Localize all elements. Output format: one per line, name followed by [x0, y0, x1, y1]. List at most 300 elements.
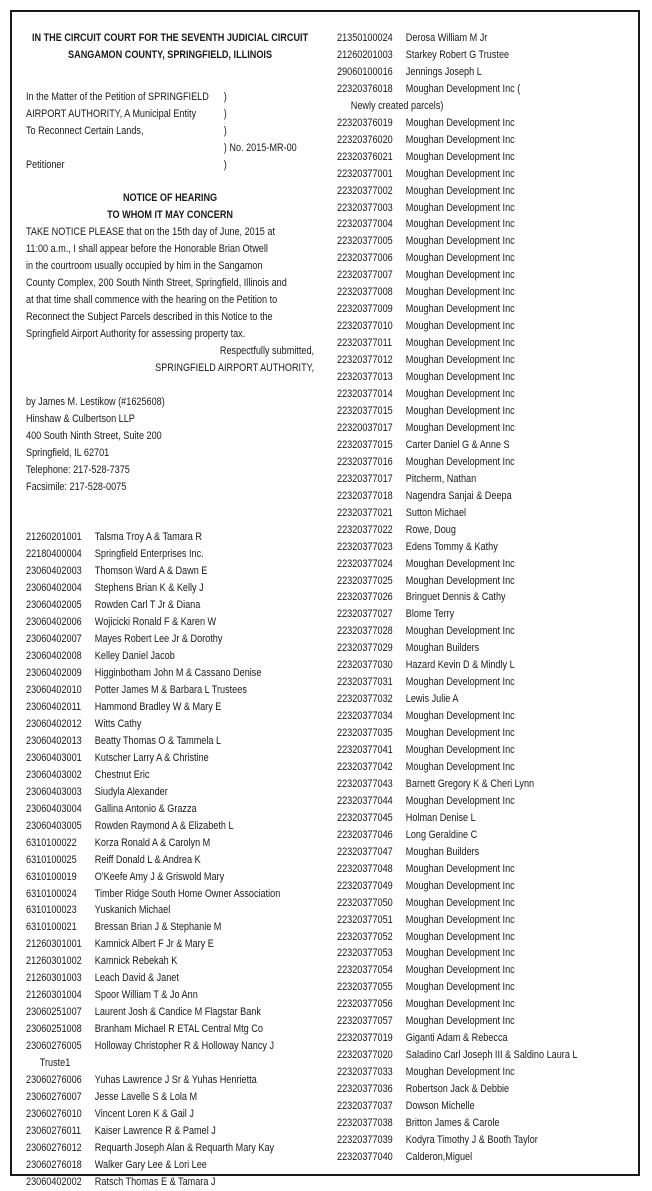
caption-text: AIRPORT AUTHORITY, A Municipal Entity [26, 107, 197, 120]
parcel-id: 22180400004 [26, 548, 82, 561]
parcel-id: 22320377001 [337, 167, 393, 180]
court-heading-line2: SANGAMON COUNTY, SPRINGFIELD, ILLINOIS [68, 48, 273, 61]
parcel-row [26, 1123, 341, 1140]
parcel-row [26, 1174, 341, 1191]
parcel-row [337, 674, 652, 691]
parcel-id: 23060276007 [26, 1090, 82, 1103]
attorney-line: Hinshaw & Culbertson LLP [26, 412, 135, 425]
parcel-row [337, 640, 652, 657]
parcel-row [26, 597, 341, 614]
parcel-owner: Moughan Development Inc [405, 133, 515, 146]
parcel-row [337, 742, 652, 759]
parcel-id: 22320377008 [337, 286, 393, 299]
parcel-id: 21260201001 [26, 531, 82, 544]
parcel-owner: Moughan Development Inc [405, 574, 515, 587]
parcel-owner: Vincent Loren K & Gail J [94, 1107, 194, 1120]
parcel-owner: Kaiser Lawrence R & Pamel J [94, 1124, 216, 1137]
parcel-id: 23060402003 [26, 565, 82, 578]
parcel-id: 22320377025 [337, 574, 393, 587]
notice-body-line: County Complex, 200 South Ninth Street, Springfield, Illinois and [26, 277, 287, 290]
parcel-id: 21260301003 [26, 972, 82, 985]
parcel-owner: Potter James M & Barbara L Trustees [94, 684, 247, 697]
parcel-owner: Timber Ridge South Home Owner Association [94, 887, 281, 900]
parcel-id: 22320377051 [337, 913, 393, 926]
parcel-row [337, 979, 652, 996]
parcel-row [337, 47, 652, 64]
parcel-id: 6310100019 [26, 870, 77, 883]
parcel-id: 21260301004 [26, 989, 82, 1002]
parcel-id: 22320377031 [337, 676, 393, 689]
parcel-row [337, 301, 652, 318]
caption-line [26, 157, 341, 174]
parcel-owner: Ratsch Thomas E & Tamara J [94, 1175, 216, 1188]
parcel-owner: Spoor William T & Jo Ann [94, 989, 198, 1002]
parcel-row [337, 132, 652, 149]
parcel-owner: Stephens Brian K & Kelly J [94, 582, 204, 595]
parcel-owner: Moughan Development Inc [405, 337, 515, 350]
parcel-row [26, 784, 341, 801]
parcel-row [337, 827, 652, 844]
parcel-id: 22320377045 [337, 811, 393, 824]
parcel-owner: Moughan Development Inc [405, 727, 515, 740]
parcel-id: 22320376021 [337, 150, 393, 163]
parcel-owner: Blome Terry [405, 608, 455, 621]
parcel-row [26, 1004, 341, 1021]
parcel-owner: Talsma Troy A & Tamara R [94, 531, 202, 544]
parcel-id: 23060402005 [26, 599, 82, 612]
parcel-row [26, 970, 341, 987]
right-column [337, 30, 652, 1166]
parcel-id: 22320377024 [337, 557, 393, 570]
caption-text: To Reconnect Certain Lands, [26, 124, 144, 137]
parcel-id: 6310100024 [26, 887, 77, 900]
caption-paren: ) [223, 107, 227, 120]
parcel-owner: Kamnick Albert F Jr & Mary E [94, 938, 214, 951]
parcel-row [26, 750, 341, 767]
parcel-id: 6310100021 [26, 921, 77, 934]
notice-frame [10, 10, 640, 1188]
parcel-id: 22320377041 [337, 744, 393, 757]
parcel-row [337, 81, 652, 98]
parcel-row [337, 861, 652, 878]
caption-line [26, 123, 341, 140]
parcel-id: 23060276010 [26, 1107, 82, 1120]
parcel-row [26, 767, 341, 784]
parcel-row [337, 606, 652, 623]
parcel-id: 22320377020 [337, 1049, 393, 1062]
parcel-row [26, 1038, 341, 1055]
parcel-row [337, 386, 652, 403]
parcel-row [26, 1106, 341, 1123]
parcel-row [337, 403, 652, 420]
parcel-row [26, 699, 341, 716]
parcel-id: 22320377033 [337, 1066, 393, 1079]
parcel-id: 22320377011 [337, 337, 393, 350]
parcel-row [337, 471, 652, 488]
parcel-id: 23060402006 [26, 616, 82, 629]
parcel-id: 21350100024 [337, 32, 393, 44]
parcel-owner: Moughan Development Inc [405, 879, 515, 892]
parcel-owner: Moughan Development Inc [405, 184, 515, 197]
parcel-owner: Siudyla Alexander [94, 785, 168, 798]
parcel-row [337, 573, 652, 590]
parcel-id: 22320377023 [337, 540, 393, 553]
parcel-id: 22320377030 [337, 659, 393, 672]
parcel-row [337, 166, 652, 183]
parcel-id: 22320377029 [337, 642, 393, 655]
parcel-owner: Pitcherm, Nathan [405, 472, 477, 485]
parcel-id: 23060276011 [26, 1124, 82, 1137]
parcel-id: 22320377005 [337, 235, 393, 248]
caption-line [26, 140, 341, 157]
parcel-owner: Moughan Development Inc [405, 269, 515, 282]
parcel-row [26, 648, 341, 665]
parcel-id: 22320377012 [337, 354, 393, 367]
parcel-id: 22320377056 [337, 998, 393, 1011]
parcel-id: 29060100016 [337, 65, 393, 78]
parcel-owner: Bressan Brian J & Stephanie M [94, 921, 222, 934]
parcel-row [337, 267, 652, 284]
parcel-owner: Britton James & Carole [405, 1117, 500, 1129]
parcel-owner: Sutton Michael [405, 506, 467, 519]
parcel-row [26, 987, 341, 1004]
parcel-owner: Moughan Development Inc [405, 557, 515, 570]
parcel-owner-continued: Newly created parcels) [350, 99, 444, 112]
parcel-owner: Moughan Development Inc [405, 964, 515, 977]
parcel-owner: Saladino Carl Joseph III & Saldino Laura L [405, 1049, 578, 1062]
parcel-id: 22320377027 [337, 608, 393, 621]
parcel-row [26, 919, 341, 936]
parcel-id: 22320377015 [337, 438, 393, 451]
parcel-owner: Jesse Lavelle S & Lola M [94, 1090, 198, 1103]
parcel-owner: Moughan Development Inc [405, 760, 515, 773]
parcel-row [337, 1047, 652, 1064]
caption-line [26, 89, 341, 106]
parcel-owner: Yuskanich Michael [94, 904, 171, 917]
parcel-owner: Mayes Robert Lee Jr & Dorothy [94, 633, 223, 646]
parcel-id: 22320377015 [337, 404, 393, 417]
court-heading-line1: IN THE CIRCUIT COURT FOR THE SEVENTH JUDICIAL CIRCUIT [31, 32, 309, 44]
parcel-row [337, 1098, 652, 1115]
parcel-owner: Dowson Michelle [405, 1100, 475, 1113]
parcel-owner: Hazard Kevin D & Mindly L [405, 659, 515, 672]
parcel-row [337, 420, 652, 437]
parcel-id: 6310100023 [26, 904, 77, 917]
parcel-owner: Moughan Development Inc [405, 913, 515, 926]
notice-body-line: Springfield Airport Authority for assessing property tax. [26, 328, 246, 341]
parcel-row [337, 318, 652, 335]
left-column [26, 30, 341, 1191]
parcel-id: 23060402012 [26, 717, 82, 730]
parcel-id: 6310100022 [26, 836, 77, 849]
parcel-id: 22320376018 [337, 82, 393, 95]
parcel-row [337, 437, 652, 454]
parcel-row [337, 369, 652, 386]
parcel-owner: Moughan Development Inc [405, 303, 515, 316]
parcel-owner: Reiff Donald L & Andrea K [94, 853, 201, 866]
parcel-id: 22320377010 [337, 320, 393, 333]
parcel-row [337, 725, 652, 742]
parcel-row [337, 522, 652, 539]
parcel-list-right [337, 30, 652, 1166]
parcel-owner: Higginbotham John M & Cassano Denise [94, 667, 262, 680]
caption-text: In the Matter of the Petition of SPRINGFIELD [26, 90, 209, 103]
notice-body [26, 224, 341, 343]
parcel-owner: Moughan Development Inc [405, 794, 515, 807]
parcel-row [337, 539, 652, 556]
parcel-id: 22320377052 [337, 930, 393, 943]
parcel-id: 22320377048 [337, 862, 393, 875]
parcel-owner: Beatty Thomas O & Tammela L [94, 734, 222, 747]
parcel-row [337, 589, 652, 606]
parcel-owner: Jennings Joseph L [405, 65, 482, 78]
parcel-owner: Moughan Builders [405, 642, 480, 655]
parcel-owner: Leach David & Janet [94, 972, 179, 985]
parcel-owner: Moughan Development Inc [405, 981, 515, 994]
parcel-row [26, 682, 341, 699]
caption-paren: ) [223, 124, 227, 137]
parcel-id: 22320377038 [337, 1117, 393, 1129]
parcel-owner: Moughan Development Inc [405, 218, 515, 231]
parcel-owner: Witts Cathy [94, 717, 142, 730]
parcel-owner: Branham Michael R ETAL Central Mtg Co [94, 1023, 263, 1036]
parcel-row [337, 505, 652, 522]
parcel-row [337, 149, 652, 166]
attorney-line: Springfield, IL 62701 [26, 446, 110, 459]
parcel-owner: Thomson Ward A & Dawn E [94, 565, 208, 578]
parcel-id: 23060402010 [26, 684, 82, 697]
parcel-owner: Rowe, Doug [405, 523, 456, 536]
parcel-id: 22320377049 [337, 879, 393, 892]
parcel-id: 22320377037 [337, 1100, 393, 1113]
parcel-row [337, 1081, 652, 1098]
parcel-id: 23060276005 [26, 1040, 82, 1053]
parcel-id: 22320377003 [337, 201, 393, 214]
parcel-id: 22320377043 [337, 777, 393, 790]
parcel-id: 22320377009 [337, 303, 393, 316]
parcel-row [26, 665, 341, 682]
parcel-owner: Wojicicki Ronald F & Karen W [94, 616, 217, 629]
parcel-owner: Hammond Bradley W & Mary E [94, 701, 222, 714]
parcel-row [337, 708, 652, 725]
parcel-row [337, 183, 652, 200]
parcel-owner: Derosa William M Jr [405, 32, 488, 44]
parcel-owner: Calderon,Miguel [405, 1150, 473, 1163]
parcel-row [337, 64, 652, 81]
parcel-owner: Moughan Development Inc [405, 710, 515, 723]
parcel-id: 22320377014 [337, 388, 393, 401]
parcel-owner: Moughan Development Inc [405, 388, 515, 401]
case-number: ) No. 2015-MR-00 [223, 141, 297, 154]
parcel-owner: Holloway Christopher R & Holloway Nancy J [94, 1040, 275, 1053]
parcel-owner: Moughan Development Inc [405, 404, 515, 417]
parcel-id: 22320376019 [337, 116, 393, 129]
parcel-row [26, 1140, 341, 1157]
parcel-owner: Kodyra Timothy J & Booth Taylor [405, 1133, 538, 1146]
parcel-row [26, 716, 341, 733]
parcel-owner: Moughan Development Inc [405, 744, 515, 757]
closing-authority: SPRINGFIELD AIRPORT AUTHORITY, [155, 362, 315, 374]
parcel-row [337, 844, 652, 861]
parcel-id: 22320377016 [337, 455, 393, 468]
parcel-owner: Springfield Enterprises Inc. [94, 548, 204, 561]
parcel-owner: Long Geraldine C [405, 828, 478, 841]
parcel-row [337, 691, 652, 708]
parcel-row [26, 886, 341, 903]
parcel-owner: Bringuet Dennis & Cathy [405, 591, 506, 604]
notice-body-line: at that time shall commence with the hearing on the Petition to [26, 294, 278, 307]
parcel-id: 23060251008 [26, 1023, 82, 1036]
parcel-row [337, 1115, 652, 1132]
parcel-owner: Moughan Development Inc ( [405, 82, 521, 95]
parcel-owner: Lewis Julie A [405, 693, 459, 706]
parcel-row [337, 1013, 652, 1030]
parcel-owner: Chestnut Eric [94, 768, 150, 781]
parcel-owner: Carter Daniel G & Anne S [405, 438, 510, 451]
parcel-owner: Kamnick Rebekah K [94, 955, 178, 968]
parcel-row [337, 929, 652, 946]
parcel-row [337, 233, 652, 250]
parcel-owner: Walker Gary Lee & Lori Lee [94, 1158, 207, 1171]
parcel-row [337, 1064, 652, 1081]
parcel-id: 22320377034 [337, 710, 393, 723]
parcel-id: 23060402007 [26, 633, 82, 646]
parcel-row [26, 1157, 341, 1174]
parcel-id: 23060403002 [26, 768, 82, 781]
parcel-owner: Moughan Development Inc [405, 930, 515, 943]
parcel-owner: Moughan Development Inc [405, 116, 515, 129]
attorney-line: by James M. Lestikow (#1625608) [26, 395, 165, 408]
parcel-row [26, 818, 341, 835]
parcel-row [337, 657, 652, 674]
parcel-row [337, 335, 652, 352]
parcel-id: 23060403005 [26, 819, 82, 832]
parcel-id: 22320377006 [337, 252, 393, 265]
parcel-id: 22320037017 [337, 421, 393, 434]
parcel-id: 23060402004 [26, 582, 82, 595]
parcel-owner: Giganti Adam & Rebecca [405, 1032, 508, 1045]
parcel-row [337, 793, 652, 810]
parcel-row [337, 759, 652, 776]
parcel-owner: Moughan Development Inc [405, 1015, 515, 1028]
parcel-row [337, 996, 652, 1013]
caption-paren: ) [223, 158, 227, 171]
parcel-row [337, 810, 652, 827]
parcel-owner: Holman Denise L [405, 811, 476, 824]
caption-paren: ) [223, 90, 227, 103]
parcel-id: 22320377018 [337, 489, 393, 502]
parcel-owner: Gallina Antonio & Grazza [94, 802, 197, 815]
parcel-owner: Kelley Daniel Jacob [94, 650, 175, 663]
parcel-row [26, 631, 341, 648]
parcel-id: 23060276006 [26, 1073, 82, 1086]
parcel-id: 22320377040 [337, 1150, 393, 1163]
parcel-row [26, 546, 341, 563]
parcel-id: 23060276018 [26, 1158, 82, 1171]
attorney-line: Telephone: 217-528-7375 [26, 463, 130, 476]
notice-body-line: 11:00 a.m., I shall appear before the Honorable Brian Otwell [26, 243, 268, 256]
parcel-id: 22320377039 [337, 1133, 393, 1146]
parcel-row [337, 250, 652, 267]
parcel-row [26, 953, 341, 970]
parcel-id: 23060403001 [26, 751, 82, 764]
parcel-row [26, 563, 341, 580]
parcel-owner: Moughan Development Inc [405, 371, 515, 384]
parcel-owner: Nagendra Sanjai & Deepa [405, 489, 512, 502]
parcel-id: 22320377035 [337, 727, 393, 740]
parcel-owner: Moughan Development Inc [405, 998, 515, 1011]
parcel-row [337, 454, 652, 471]
parcel-id: 22320377032 [337, 693, 393, 706]
attorney-line: Facsimile: 217-528-0075 [26, 480, 127, 493]
parcel-list-left [26, 529, 341, 1190]
parcel-id: 6310100025 [26, 853, 77, 866]
parcel-owner: Moughan Development Inc [405, 455, 515, 468]
parcel-id: 22320377047 [337, 845, 393, 858]
parcel-id: 22320377054 [337, 964, 393, 977]
parcel-id: 23060402008 [26, 650, 82, 663]
parcel-owner: Moughan Development Inc [405, 1066, 515, 1079]
parcel-row [26, 902, 341, 919]
parcel-owner: Moughan Development Inc [405, 676, 515, 689]
attorney-block [26, 394, 341, 496]
parcel-owner: Starkey Robert G Trustee [405, 48, 510, 61]
parcel-row [337, 284, 652, 301]
parcel-id: 22320377050 [337, 896, 393, 909]
parcel-id: 22320377057 [337, 1015, 393, 1028]
parcel-row [337, 556, 652, 573]
parcel-row [26, 1021, 341, 1038]
parcel-row [337, 895, 652, 912]
parcel-owner: Rowden Raymond A & Elizabeth L [94, 819, 234, 832]
parcel-id: 22320377013 [337, 371, 393, 384]
notice-body-line: Reconnect the Subject Parcels described in this Notice to the [26, 311, 273, 324]
parcel-id: 22320376020 [337, 133, 393, 146]
notice-body-line: TAKE NOTICE PLEASE that on the 15th day of June, 2015 at [26, 226, 276, 239]
parcel-id: 22320377022 [337, 523, 393, 536]
caption-text: Petitioner [26, 158, 65, 171]
parcel-owner: Moughan Development Inc [405, 625, 515, 638]
parcel-owner: Moughan Development Inc [405, 421, 515, 434]
parcel-id: 23060276012 [26, 1141, 82, 1154]
parcel-row [337, 1132, 652, 1149]
parcel-row [26, 869, 341, 886]
parcel-row [337, 1030, 652, 1047]
parcel-owner: Moughan Development Inc [405, 201, 515, 214]
parcel-id: 22320377042 [337, 760, 393, 773]
parcel-id: 22320377004 [337, 218, 393, 231]
parcel-id: 23060403003 [26, 785, 82, 798]
parcel-id: 22320377017 [337, 472, 393, 485]
parcel-row [337, 200, 652, 217]
parcel-owner: Moughan Builders [405, 845, 480, 858]
parcel-id: 22320377021 [337, 506, 393, 519]
caption-line [26, 106, 341, 123]
parcel-row [337, 945, 652, 962]
parcel-id: 23060402009 [26, 667, 82, 680]
parcel-id: 21260301001 [26, 938, 82, 951]
parcel-row [26, 580, 341, 597]
notice-subtitle: TO WHOM IT MAY CONCERN [107, 209, 233, 222]
parcel-id: 23060402013 [26, 734, 82, 747]
parcel-owner: Moughan Development Inc [405, 862, 515, 875]
parcel-owner: Korza Ronald A & Carolyn M [94, 836, 211, 849]
parcel-row [26, 733, 341, 750]
parcel-id: 22320377055 [337, 981, 393, 994]
parcel-id: 22320377053 [337, 947, 393, 960]
parcel-owner: O'Keefe Amy J & Griswold Mary [94, 870, 225, 883]
parcel-id: 22320377026 [337, 591, 393, 604]
